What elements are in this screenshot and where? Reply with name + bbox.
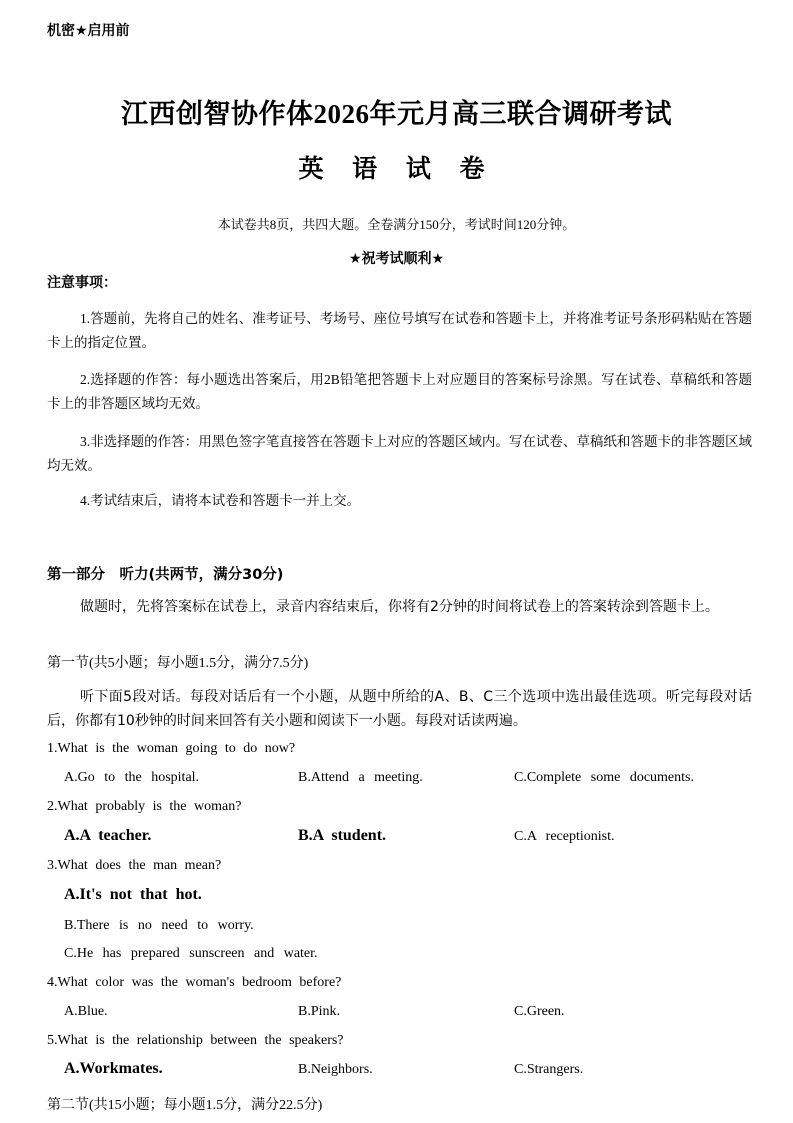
q1-option-b: B.Attend a meeting. [298, 770, 423, 785]
q5-option-c: C.Strangers. [514, 1062, 584, 1077]
q5-option-b: B.Neighbors. [298, 1062, 373, 1077]
notice-title: 注意事项： [47, 275, 117, 291]
q1-option-c: C.Complete some documents. [514, 770, 694, 785]
q4-option-b: B.Pink. [298, 1004, 341, 1019]
good-luck-line: ★祝考试顺利★ [348, 251, 445, 267]
question-5: 5.What is the relationship between the speakers? [47, 1033, 344, 1048]
notice-item-1: 1.答题前，先将自己的姓名、准考证号、考场号、座位号填写在试卷和答题卡上，并将准考证号条形码粘贴在答题卡上的指定位置。 [47, 311, 752, 350]
q2-option-b: B.A student. [298, 827, 387, 844]
notice-item-2: 2.选择题的作答：每小题选出答案后，用2B铅笔把答题卡上对应题目的答案标号涂黑。写在试卷、草稿纸和答题卡上的非答题区域均无效。 [47, 372, 752, 411]
q3-option-b: B.There is no need to worry. [64, 918, 254, 933]
part1-title: 第一部分 听力(共两节，满分30分) [47, 567, 284, 583]
q3-option-c: C.He has prepared sunscreen and water. [64, 946, 318, 961]
section2-title: 第二节(共15小题；每小题1.5分，满分22.5分) [47, 1098, 323, 1113]
question-3: 3.What does the man mean? [47, 858, 222, 873]
question-1: 1.What is the woman going to do now? [47, 741, 296, 756]
q2-option-c: C.A receptionist. [514, 829, 615, 844]
section1-title: 第一节(共5小题；每小题1.5分，满分7.5分) [47, 656, 309, 671]
q2-option-a: A.A teacher. [64, 827, 152, 844]
q4-option-c: C.Green. [514, 1004, 565, 1019]
q1-option-a: A.Go to the hospital. [64, 770, 200, 785]
question-4: 4.What color was the woman's bedroom before? [47, 975, 342, 990]
q4-option-a: A.Blue. [64, 1004, 108, 1019]
section1-intro: 听下面5段对话。每段对话后有一个小题，从题中所给的A、B、C三个选项中选出最佳选项。听完每段对话后，你都有10秒钟的时间来回答有关小题和阅读下一小题。每段对话读两遍。 [47, 689, 752, 729]
exam-info: 本试卷共8页，共四大题。全卷满分150分，考试时间120分钟。 [217, 217, 576, 232]
q3-option-a: A.It's not that hot. [64, 886, 202, 903]
exam-title: 江西创智协作体2026年元月高三联合调研考试 [121, 99, 672, 129]
exam-subtitle: 英 语 试 卷 [298, 154, 495, 183]
confidential-label: 机密★启用前 [47, 23, 130, 39]
part1-intro: 做题时，先将答案标在试卷上，录音内容结束后，你将有2分钟的时间将试卷上的答案转涂到答题卡上。 [80, 599, 719, 615]
notice-item-4: 4.考试结束后，请将本试卷和答题卡一并上交。 [80, 493, 361, 508]
q5-option-a: A.Workmates. [64, 1060, 163, 1077]
question-2: 2.What probably is the woman? [47, 799, 242, 814]
notice-item-3: 3.非选择题的作答：用黑色签字笔直接答在答题卡上对应的答题区域内。写在试卷、草稿纸和答题卡的非答题区域均无效。 [47, 434, 752, 473]
